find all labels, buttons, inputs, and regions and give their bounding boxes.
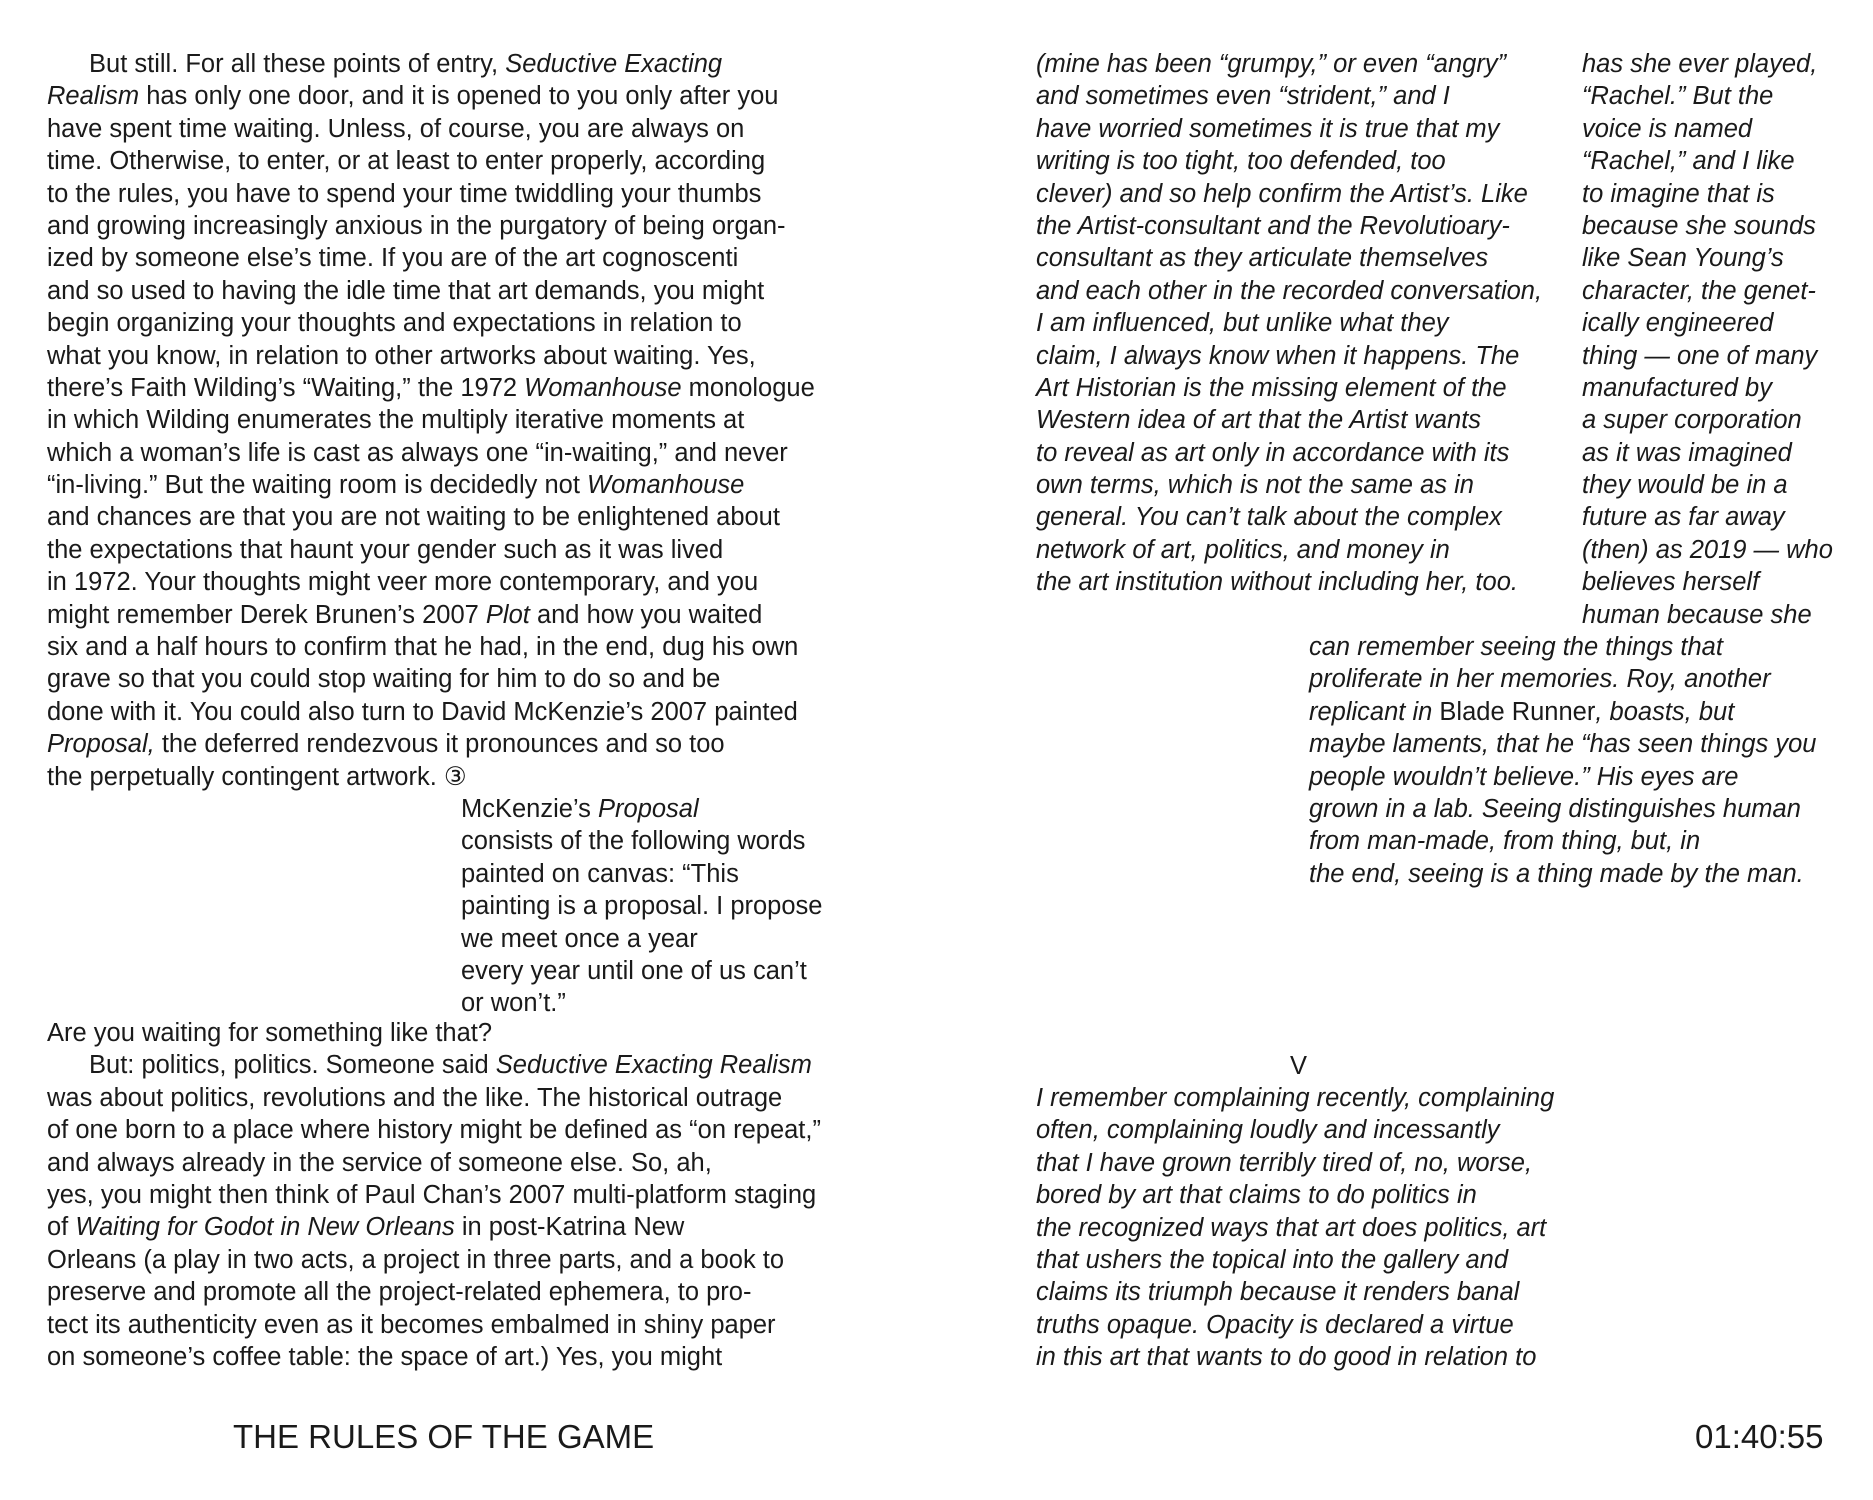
text-run: the perpetually contingent artwork. ③ [47, 762, 467, 791]
text-run: clever) and so help confirm the Artist’s. Like [1036, 179, 1528, 208]
text-line [1036, 1276, 1596, 1308]
text-line [47, 1179, 877, 1211]
text-run: “Rachel,” and I like [1582, 147, 1795, 176]
right-column-1 [1036, 48, 1576, 599]
text-line [1309, 696, 1869, 728]
text-line [1036, 145, 1576, 177]
text-run: I am influenced, but unlike what they [1036, 309, 1449, 338]
left-paragraph-2 [47, 1017, 877, 1373]
text-run: time. Otherwise, to enter, or at least to enter properly, according [47, 147, 766, 176]
text-run: a super corporation [1582, 406, 1802, 435]
text-line [1036, 437, 1576, 469]
text-line [47, 1082, 877, 1114]
text-run: to the rules, you have to spend your time twiddling your thumbs [47, 179, 762, 208]
text-run: often, complaining loudly and incessantly [1036, 1116, 1500, 1145]
text-run: and sometimes even “strident,” and I [1036, 82, 1450, 111]
text-line [1582, 210, 1872, 242]
right-column-4 [1036, 1082, 1596, 1374]
right-column-2 [1582, 48, 1872, 631]
text-run: , boasts, but [1595, 697, 1735, 726]
text-line [1309, 825, 1869, 857]
text-run: in post-Katrina New [454, 1213, 685, 1242]
text-run: can remember seeing the things that [1309, 633, 1723, 661]
text-line [1582, 566, 1872, 598]
text-line [1309, 663, 1869, 695]
text-line [47, 178, 877, 210]
text-run: and always already in the service of someone else. So, ah, [47, 1148, 712, 1177]
text-line [47, 404, 877, 436]
text-line [47, 242, 877, 274]
text-run: believes herself [1582, 568, 1760, 597]
text-line [1036, 80, 1576, 112]
text-run: begin organizing your thoughts and expectations in relation to [47, 309, 742, 338]
text-run: was about politics, revolutions and the like. The historical outrage [47, 1083, 783, 1112]
text-line [1036, 1212, 1596, 1244]
left-paragraph-1 [47, 48, 877, 793]
text-run: future as far away [1582, 503, 1785, 532]
text-line [1582, 307, 1872, 339]
text-line [1036, 340, 1576, 372]
text-line [1036, 178, 1576, 210]
text-line [1582, 275, 1872, 307]
right-column-3 [1309, 631, 1869, 890]
text-line [1309, 761, 1869, 793]
text-line [1036, 372, 1576, 404]
text-line [1036, 404, 1576, 436]
text-run: the deferred rendezvous it pronounces and so too [154, 730, 725, 759]
text-line [47, 469, 877, 501]
text-run: the Artist-consultant and the Revolutioary- [1036, 211, 1510, 240]
text-run: (then) as 2019 — who [1582, 535, 1833, 564]
text-run: the expectations that haunt your gender such as it was lived [47, 535, 724, 564]
text-line [1036, 307, 1576, 339]
text-line [47, 372, 877, 404]
text-line [47, 631, 877, 663]
text-run: claims its triumph because it renders banal [1036, 1278, 1520, 1307]
text-run: and how you waited [529, 600, 763, 629]
text-run: general. You can’t talk about the complex [1036, 503, 1502, 532]
text-run: But: politics, politics. Someone said [89, 1051, 496, 1080]
text-line [47, 1114, 877, 1146]
text-line [461, 987, 881, 1019]
text-run: has she ever played, [1582, 50, 1818, 78]
text-line [47, 566, 877, 598]
section-heading: V [1290, 1052, 1308, 1080]
text-line [1309, 858, 1869, 890]
text-line [1582, 80, 1872, 112]
text-run: every year until one of us can’t [461, 956, 807, 985]
text-run: thing — one of many [1582, 341, 1818, 370]
text-line [1582, 340, 1872, 372]
text-run: which a woman’s life is cast as always one “in-waiting,” and never [47, 438, 788, 467]
text-run: the end, seeing is a thing made by the man. [1309, 859, 1804, 888]
text-line [47, 48, 877, 80]
text-run: ized by someone else’s time. If you are of the art cognoscenti [47, 244, 739, 273]
text-run: I remember complaining recently, complaining [1036, 1084, 1555, 1112]
text-line [461, 955, 881, 987]
text-run: Western idea of art that the Artist wants [1036, 406, 1482, 435]
text-line [47, 1049, 877, 1081]
text-line [1582, 113, 1872, 145]
text-line [461, 923, 881, 955]
text-run: maybe laments, that he “has seen things you [1309, 730, 1817, 759]
text-run: in 1972. Your thoughts might veer more contemporary, and you [47, 568, 759, 597]
text-run: might remember Derek Brunen’s 2007 [47, 600, 486, 629]
text-line [1582, 534, 1872, 566]
text-run: or won’t.” [461, 989, 566, 1018]
text-line [47, 113, 877, 145]
text-run: to reveal as art only in accordance with its [1036, 438, 1510, 467]
text-line [47, 1341, 877, 1373]
text-run: “Rachel.” But the [1582, 82, 1774, 111]
text-line [1036, 1147, 1596, 1179]
text-line [1036, 534, 1576, 566]
text-run: Realism [47, 82, 140, 111]
text-run: “in-living.” But the waiting room is decidedly not [47, 471, 587, 500]
text-run: ically engineered [1582, 309, 1774, 338]
text-run: proliferate in her memories. Roy, another [1309, 665, 1771, 694]
text-line [47, 599, 877, 631]
text-line [1036, 1341, 1596, 1373]
text-line [461, 858, 881, 890]
text-run: McKenzie’s [461, 795, 599, 823]
text-line [1582, 145, 1872, 177]
text-run: painted on canvas: “This [461, 859, 739, 888]
text-line [47, 534, 877, 566]
text-line [47, 728, 877, 760]
text-run: Seductive Exacting [505, 50, 723, 78]
text-run: that ushers the topical into the gallery and [1036, 1245, 1509, 1274]
text-line [47, 210, 877, 242]
text-run: Seductive Exacting Realism [495, 1051, 812, 1080]
text-line [1036, 48, 1576, 80]
text-run: there’s Faith Wilding’s “Waiting,” the 1972 [47, 373, 525, 402]
text-line [1309, 631, 1869, 663]
text-line [47, 145, 877, 177]
text-line [1036, 1082, 1596, 1114]
text-line [1582, 372, 1872, 404]
footer-title: THE RULES OF THE GAME [233, 1418, 655, 1455]
text-line [47, 307, 877, 339]
text-line [47, 275, 877, 307]
text-run: have spent time waiting. Unless, of course, you are always on [47, 114, 745, 143]
text-run: manufactured by [1582, 373, 1772, 402]
text-run: in which Wilding enumerates the multiply iterative moments at [47, 406, 745, 435]
text-line [1582, 437, 1872, 469]
text-line [1036, 242, 1576, 274]
text-run: (mine has been “grumpy,” or even “angry” [1036, 50, 1507, 78]
text-line [1036, 113, 1576, 145]
text-run: Womanhouse [587, 471, 745, 500]
text-line [1036, 210, 1576, 242]
text-run: voice is named [1582, 114, 1753, 143]
text-run: network of art, politics, and money in [1036, 535, 1450, 564]
text-run: bored by art that claims to do politics in [1036, 1181, 1477, 1210]
text-run: replicant in [1309, 697, 1440, 726]
text-run: to imagine that is [1582, 179, 1775, 208]
text-line [1036, 501, 1576, 533]
text-run: and each other in the recorded conversation, [1036, 276, 1543, 305]
text-run: Are you waiting for something like that? [47, 1019, 493, 1047]
text-line [1036, 275, 1576, 307]
text-line [47, 501, 877, 533]
text-line [1582, 178, 1872, 210]
text-run: tect its authenticity even as it becomes embalmed in shiny paper [47, 1310, 776, 1339]
text-run: Art Historian is the missing element of the [1036, 373, 1507, 402]
text-run: own terms, which is not the same as in [1036, 471, 1474, 500]
text-line [1582, 242, 1872, 274]
text-line [47, 340, 877, 372]
text-line [47, 1147, 877, 1179]
text-run: Proposal [598, 795, 699, 823]
text-line [1036, 1114, 1596, 1146]
text-line [47, 663, 877, 695]
text-run: the recognized ways that art does politics, art [1036, 1213, 1547, 1242]
text-line [47, 80, 877, 112]
text-run: preserve and promote all the project-related ephemera, to pro- [47, 1278, 752, 1307]
text-run: Orleans (a play in two acts, a project in three parts, and a book to [47, 1245, 785, 1274]
text-run: what you know, in relation to other artworks about waiting. Yes, [47, 341, 756, 370]
text-run: human because she [1582, 600, 1812, 629]
text-line [47, 437, 877, 469]
text-line [1582, 599, 1872, 631]
text-run: yes, you might then think of Paul Chan’s 2007 multi-platform staging [47, 1180, 817, 1209]
text-run: we meet once a year [461, 924, 698, 953]
text-run: and growing increasingly anxious in the purgatory of being organ- [47, 211, 786, 240]
text-run: and chances are that you are not waiting to be enlightened about [47, 503, 780, 532]
text-run: Plot [485, 600, 530, 629]
text-line [1582, 501, 1872, 533]
text-line [47, 1017, 877, 1049]
text-line [1036, 1244, 1596, 1276]
text-run: monologue [681, 373, 815, 402]
text-line [47, 696, 877, 728]
text-line [1036, 469, 1576, 501]
text-run: have worried sometimes it is true that my [1036, 114, 1500, 143]
text-line [461, 793, 881, 825]
text-run: like Sean Young’s [1582, 244, 1784, 273]
text-run: grave so that you could stop waiting for him to do so and be [47, 665, 721, 694]
text-run: on someone’s coffee table: the space of art.) Yes, you might [47, 1342, 723, 1371]
text-run: from man-made, from thing, but, in [1309, 827, 1701, 856]
text-line [1309, 728, 1869, 760]
text-line [47, 1244, 877, 1276]
text-run: the art institution without including her, too. [1036, 568, 1518, 597]
text-run: they would be in a [1582, 471, 1788, 500]
text-run: grown in a lab. Seeing distinguishes human [1309, 794, 1801, 823]
text-run: Blade Runner [1439, 697, 1596, 726]
text-run: and so used to having the idle time that art demands, you might [47, 276, 765, 305]
text-line [1036, 566, 1576, 598]
text-run: in this art that wants to do good in relation to [1036, 1343, 1537, 1372]
footer-timecode: 01:40:55 [1695, 1418, 1824, 1455]
text-line [1036, 1309, 1596, 1341]
text-run: six and a half hours to confirm that he had, in the end, dug his own [47, 633, 799, 662]
text-run: painting is a proposal. I propose [461, 892, 823, 921]
text-run: because she sounds [1582, 211, 1816, 240]
text-run: character, the genet- [1582, 276, 1816, 305]
text-run: consists of the following words [461, 827, 806, 856]
text-run: Proposal, [47, 730, 155, 759]
text-line [47, 1276, 877, 1308]
text-line [47, 761, 877, 793]
text-line [47, 1211, 877, 1243]
text-run: Waiting for Godot in New Orleans [75, 1213, 455, 1242]
text-line [1309, 793, 1869, 825]
text-run: But still. For all these points of entry, [89, 50, 506, 78]
text-line [461, 825, 881, 857]
left-sidenote [461, 793, 881, 1020]
text-line [1036, 1179, 1596, 1211]
text-run: people wouldn’t believe.” His eyes are [1309, 762, 1739, 791]
text-run: Womanhouse [524, 373, 682, 402]
text-line [1582, 469, 1872, 501]
text-run: consultant as they articulate themselves [1036, 244, 1489, 273]
text-line [47, 1309, 877, 1341]
text-run: truths opaque. Opacity is declared a virtue [1036, 1310, 1514, 1339]
text-run: done with it. You could also turn to David McKenzie’s 2007 painted [47, 697, 798, 726]
text-run: as it was imagined [1582, 438, 1792, 467]
text-run: that I have grown terribly tired of, no, worse, [1036, 1148, 1533, 1177]
text-line [1582, 404, 1872, 436]
text-run: claim, I always know when it happens. The [1036, 341, 1520, 370]
text-run: of [47, 1213, 76, 1242]
text-line [1582, 48, 1872, 80]
text-line [461, 890, 881, 922]
text-run: has only one door, and it is opened to you only after you [139, 82, 779, 111]
text-run: of one born to a place where history might be defined as “on repeat,” [47, 1116, 821, 1145]
text-run: writing is too tight, too defended, too [1036, 147, 1446, 176]
